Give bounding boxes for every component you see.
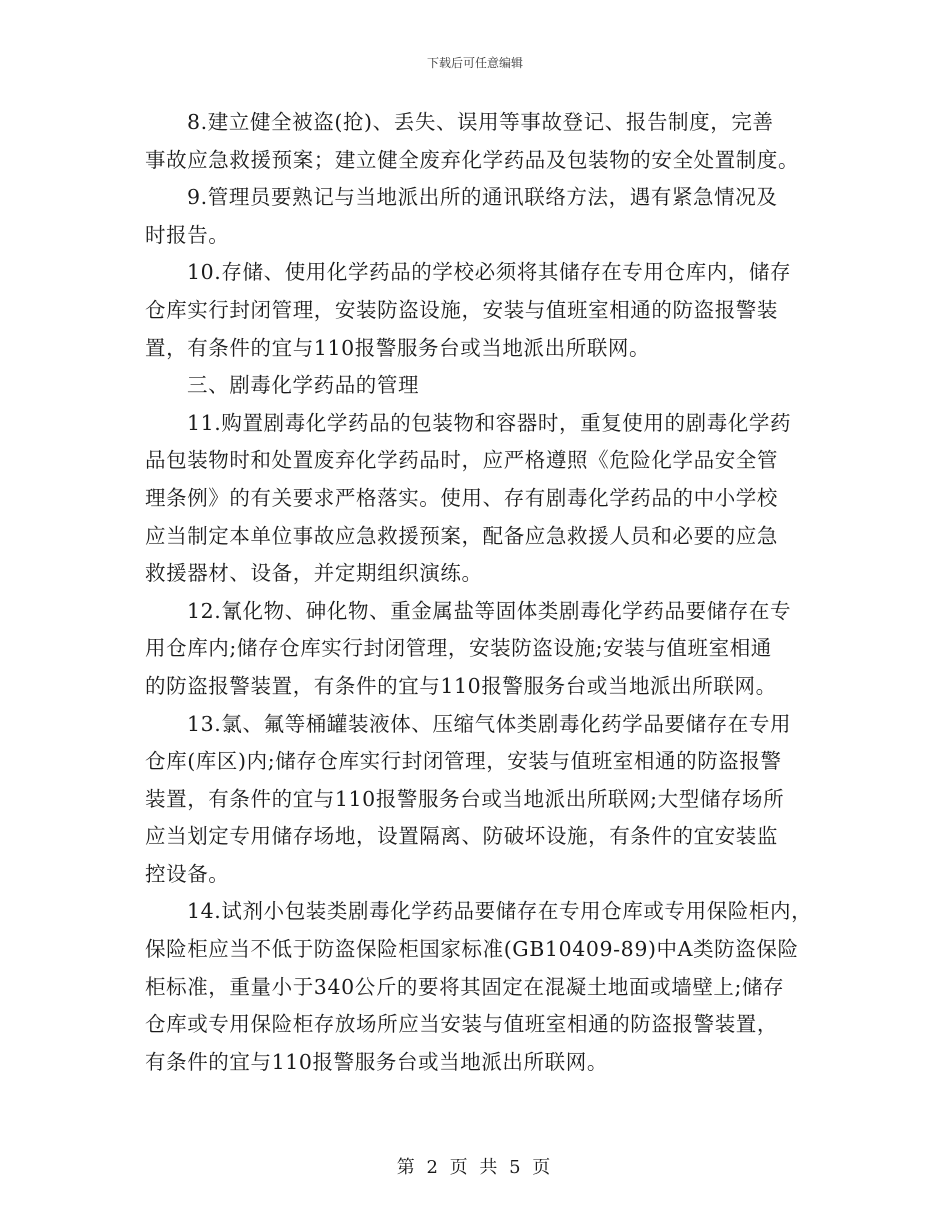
text-line: 用仓库内;储存仓库实行封闭管理，安装防盗设施;安装与值班室相通 xyxy=(145,636,772,661)
text-line: 救援器材、设备，并定期组织演练。 xyxy=(145,561,483,586)
text-line: 11.购置剧毒化学药品的包装物和容器时，重复使用的剧毒化学药 xyxy=(187,410,792,435)
document-body xyxy=(145,104,815,1081)
text-line: 装置，有条件的宜与110报警服务台或当地派出所联网;大型储存场所 xyxy=(145,786,785,811)
text-line: 仓库(库区)内;储存仓库实行封闭管理，安装与值班室相通的防盗报警 xyxy=(145,749,782,774)
text-line: 12.氰化物、砷化物、重金属盐等固体类剧毒化学药品要储存在专 xyxy=(187,598,792,623)
text-line: 仓库实行封闭管理，安装防盗设施，安装与值班室相通的防盗报警装 xyxy=(145,297,778,322)
text-line: 仓库或专用保险柜存放场所应当安装与值班室相通的防盗报警装置， xyxy=(145,1012,778,1037)
text-line: 9.管理员要熟记与当地派出所的通讯联络方法，遇有紧急情况及 xyxy=(187,185,778,210)
text-line: 应当划定专用储存场地，设置隔离、防破坏设施，有条件的宜安装监 xyxy=(145,824,778,849)
text-line: 理条例》的有关要求严格落实。使用、存有剧毒化学药品的中小学校 xyxy=(145,485,778,510)
page-header: 下载后可任意编辑 xyxy=(426,56,523,70)
text-line: 8.建立健全被盗(抢)、丢失、误用等事故登记、报告制度，完善 xyxy=(187,110,774,134)
text-line: 有条件的宜与110报警服务台或当地派出所联网。 xyxy=(145,1049,608,1074)
text-line: 14.试剂小包装类剧毒化学药品要储存在专用仓库或专用保险柜内， xyxy=(187,899,813,924)
text-line: 时报告。 xyxy=(145,222,230,247)
text-line: 13.氯、氟等桶罐装液体、压缩气体类剧毒化药学品要储存在专用 xyxy=(187,711,792,736)
text-line: 的防盗报警装置，有条件的宜与110报警服务台或当地派出所联网。 xyxy=(145,673,777,698)
text-line: 事故应急救援预案；建立健全废弃化学药品及包装物的安全处置制度。 xyxy=(145,147,800,172)
text-line: 10.存储、使用化学药品的学校必须将其储存在专用仓库内，储存 xyxy=(187,260,792,285)
text-line: 置，有条件的宜与110报警服务台或当地派出所联网。 xyxy=(145,335,651,360)
page-footer: 第 2 页 共 5 页 xyxy=(396,1157,554,1178)
text-line: 控设备。 xyxy=(145,861,230,886)
text-line: 保险柜应当不低于防盗保险柜国家标准(GB10409-89)中A类防盗保险 xyxy=(145,937,799,962)
text-line: 应当制定本单位事故应急救援预案，配备应急救援人员和必要的应急 xyxy=(145,523,778,548)
text-line: 三、剧毒化学药品的管理 xyxy=(187,373,420,398)
text-line: 品包装物时和处置废弃化学药品时，应严格遵照《危险化学品安全管 xyxy=(145,448,778,473)
text-line: 柜标准，重量小于340公斤的要将其固定在混凝土地面或墙壁上;储存 xyxy=(145,974,785,999)
